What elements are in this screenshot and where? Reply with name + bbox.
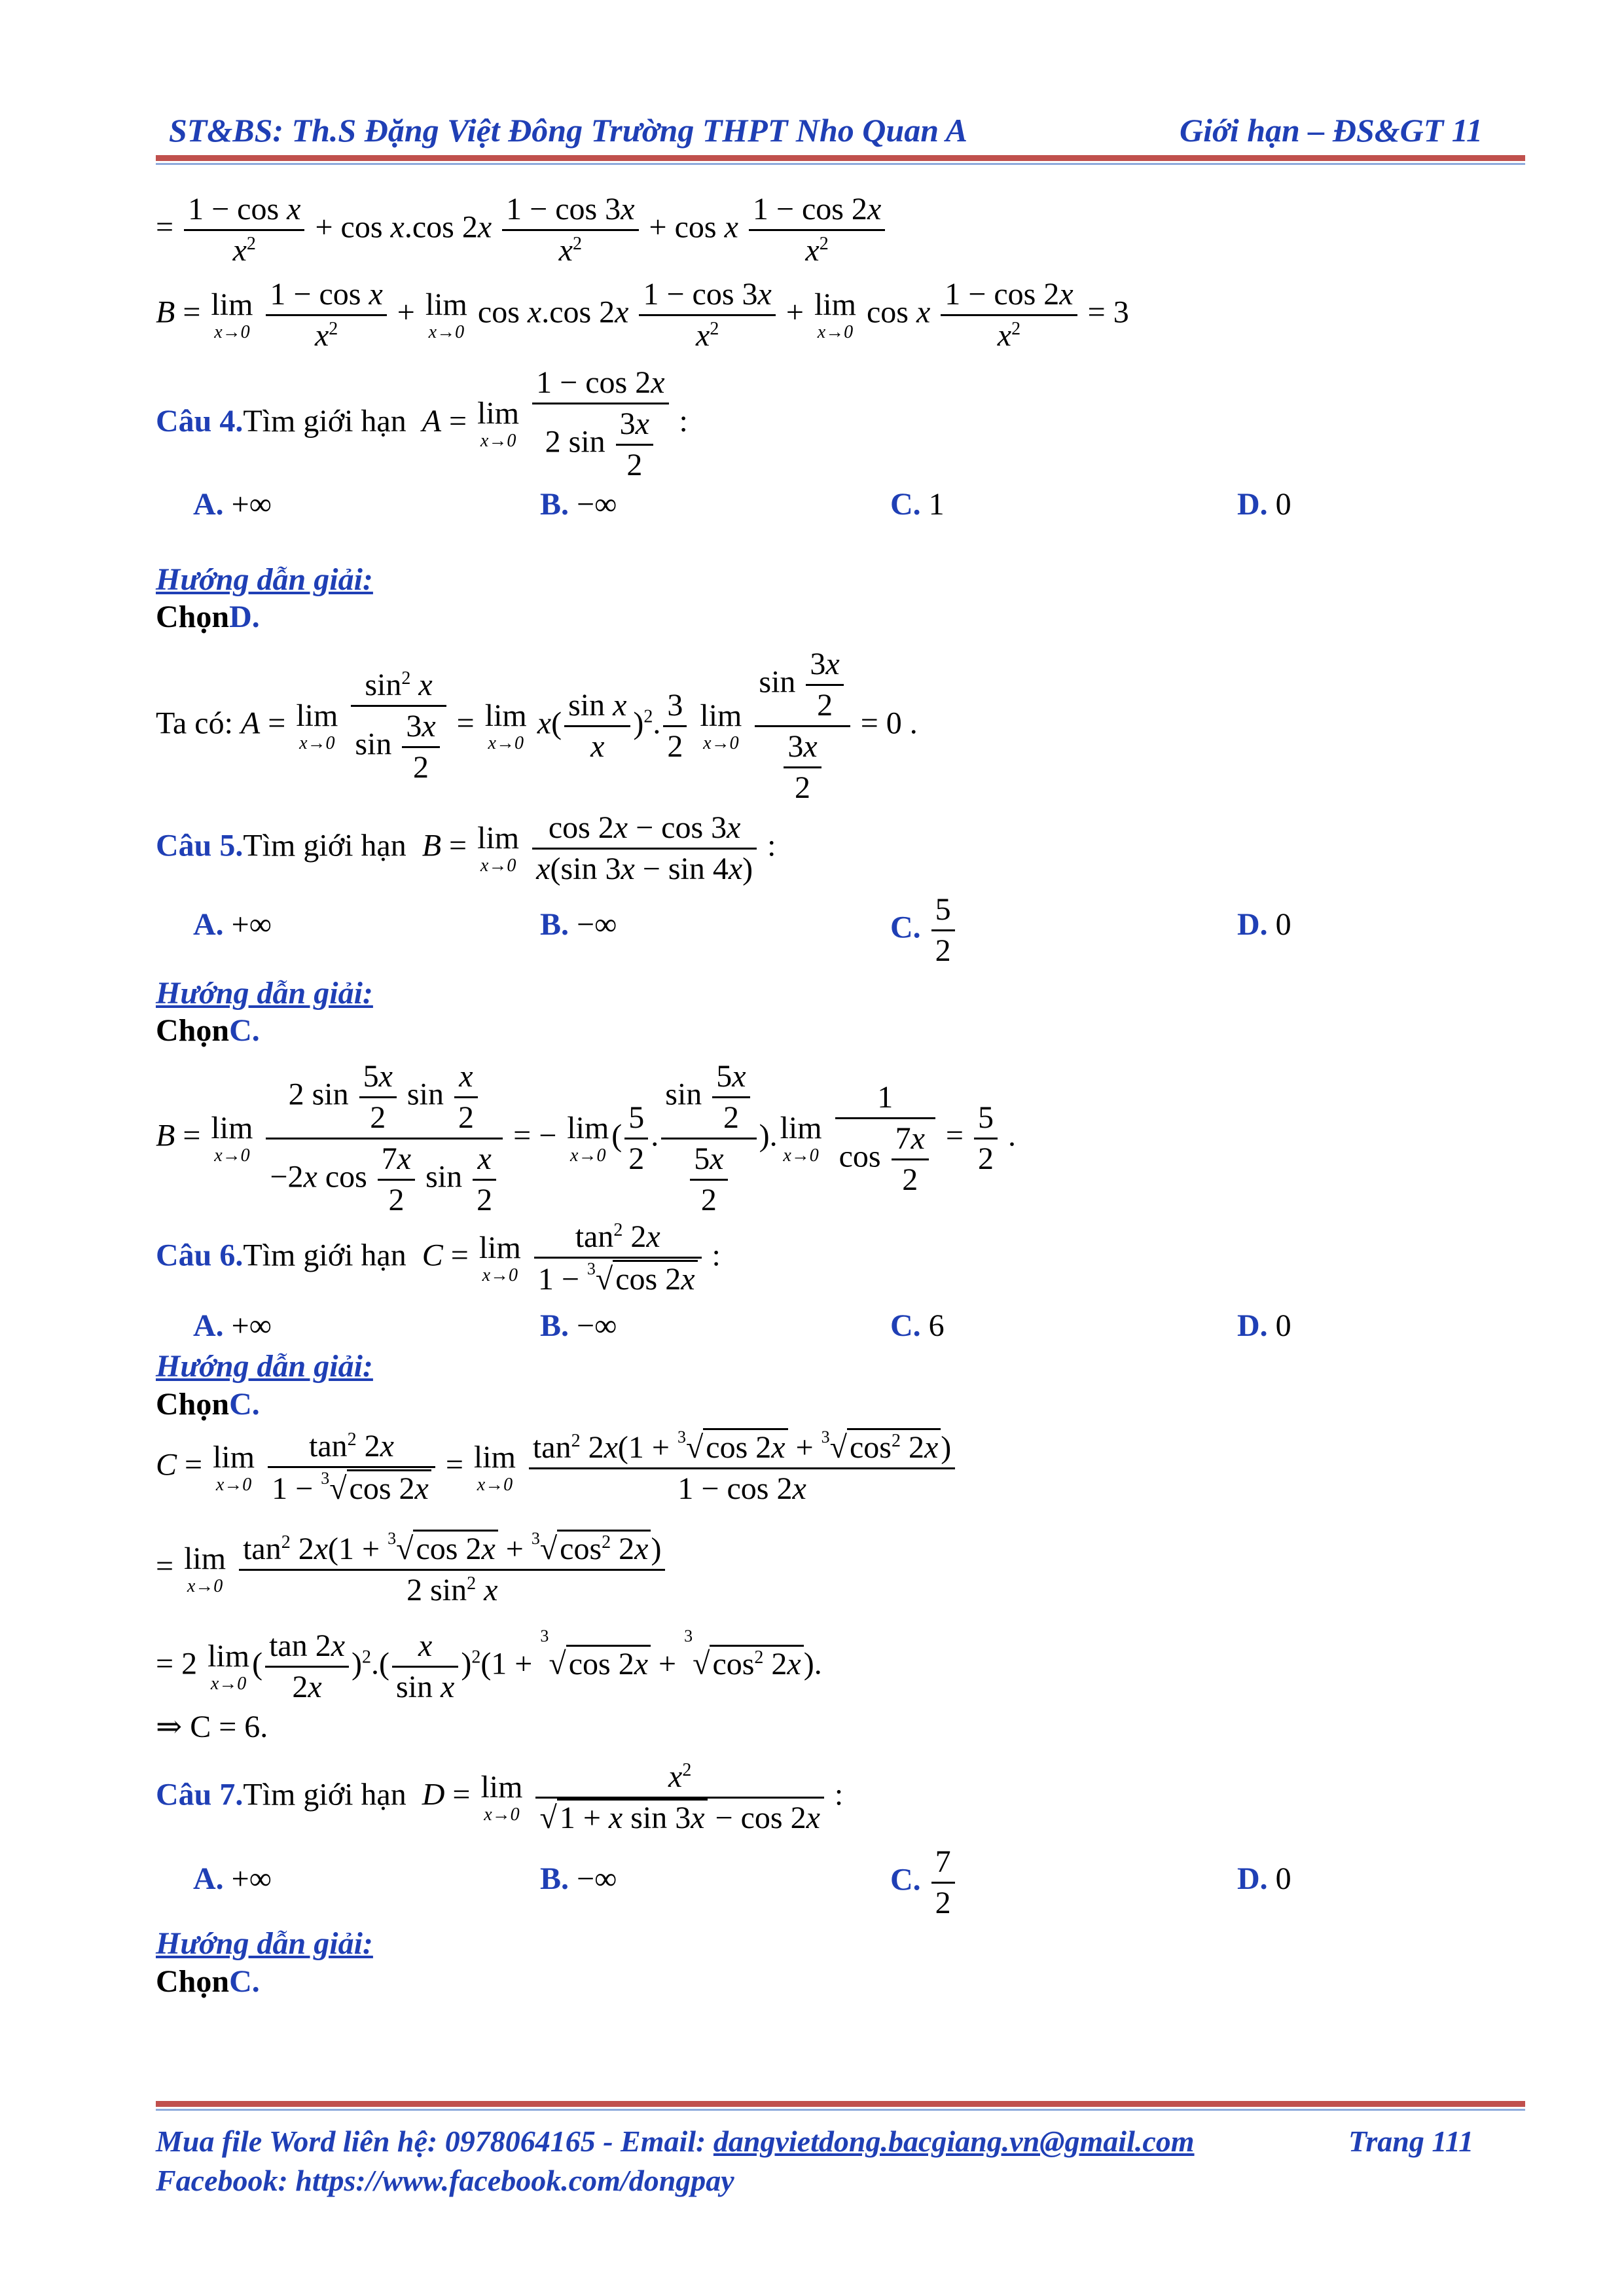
q7-option-a[interactable]: A. +∞ [193, 1861, 272, 1896]
q4-option-c[interactable]: C. 1 [890, 487, 945, 522]
q5-option-c[interactable]: C. $\frac{5}{2}$ [890, 890, 958, 971]
q4-answer: ChọnD. [156, 600, 260, 634]
q6-option-b[interactable]: B. −∞ [540, 1308, 617, 1343]
q6-solution-heading: Hướng dẫn giải: [156, 1349, 373, 1384]
q5-option-d[interactable]: D. 0 [1237, 907, 1291, 942]
q5-option-a[interactable]: A. +∞ [193, 907, 272, 942]
question-5-text: Tìm giới hạn [243, 828, 406, 863]
q6-solution-line-1: C = lim x→0 $\frac{\tan^2 2x}{1 - ^3√\cos 2x}$ = lim x→0 $\frac{\tan^2 2x(1 + ^3√\cos 2x + ^3√\cos^2 2x)}{1 - \cos 2x}$ [156, 1427, 958, 1509]
q5-option-b[interactable]: B. −∞ [540, 907, 617, 942]
q6-solution-line-2: = lim x→0 $\frac{\tan^2 2x(1 + ^3√\cos 2x + ^3√\cos^2 2x)}{2 \sin^2 x}$ [156, 1528, 668, 1610]
question-6-text: Tìm giới hạn [243, 1238, 406, 1273]
q6-option-c[interactable]: C. 6 [890, 1308, 945, 1343]
q7-answer: ChọnC. [156, 1964, 260, 1999]
q5-solution-formula: B = lim x→0 2 sin $\frac{5x}{2}$ sin $\frac{x}{2}$ −2x cos $\frac{7x}{2}$ sin $\frac{x}{2}$ = − lim x→0 ( $\frac{5}{2}$ . sin $\frac{5x}{2}$ $\frac{5x}{2}$ ). lim x→0 1 cos $\frac{7x}{2}$ = $\frac{5}{2}$ . [156, 1057, 1016, 1220]
q7-option-b[interactable]: B. −∞ [540, 1861, 617, 1896]
footer-contact: Mua file Word liên hệ: 0978064165 - Email: dangvietdong.bacgiang.vn@gmail.com [156, 2125, 1195, 2158]
q4-option-a[interactable]: A. +∞ [193, 487, 272, 522]
question-5: Câu 5.Tìm giới hạn B = lim x→0 $\frac{\cos 2x - \cos 3x}{x(\sin 3x - \sin 4x)}$ : [156, 808, 776, 889]
q5-solution-heading: Hướng dẫn giải: [156, 976, 373, 1011]
question-4: Câu 4.Tìm giới hạn A = lim x→0 1 − cos 2x 2 sin $\frac{3x}{2}$ : [156, 363, 688, 485]
formula-line-1: = $\frac{\text{1 − cos x}}{x^2}$ + cos x.cos 2x $\frac{1 - \cos 3x}{x^2}$ + cos x $\frac{1 - \cos 2x}{x^2}$ [156, 190, 888, 270]
b-result: = 3 [1087, 295, 1129, 330]
q4-solution-heading: Hướng dẫn giải: [156, 562, 373, 597]
q7-option-d[interactable]: D. 0 [1237, 1861, 1291, 1896]
question-7: Câu 7.Tìm giới hạn D = lim x→0 $\frac{x^2}{\text{√1 + x sin 3x − cos 2x}}$ : [156, 1757, 843, 1838]
question-4-label: Câu 4. [156, 404, 244, 439]
formula-line-2: B = lim x→0 $\frac{\text{1 − cos x}}{x^2}$ + lim x→0 cos x.cos 2x $\frac{1 - \cos 3x}{x^2}$ + lim x→0 cos x $\frac{1 - \cos 2x}{x^2}$ = 3 [156, 275, 1129, 355]
footer-facebook-link[interactable]: Facebook: https://www.facebook.com/dongpay [156, 2164, 734, 2197]
question-5-label: Câu 5. [156, 828, 244, 863]
header-rule-thin [156, 163, 1525, 165]
footer-rule-thin [156, 2109, 1525, 2111]
q7-option-c[interactable]: C. $\frac{7}{2}$ [890, 1842, 958, 1923]
q6-answer: ChọnC. [156, 1387, 260, 1422]
q5-answer: ChọnC. [156, 1013, 260, 1048]
question-6: Câu 6.Tìm giới hạn C = lim x→0 $\frac{\tan^2 2x}{1 - ^3√\cos 2x}$ : [156, 1217, 721, 1299]
header-rule [156, 155, 1525, 161]
footer-rule [156, 2101, 1525, 2107]
q6-option-d[interactable]: D. 0 [1237, 1308, 1291, 1343]
question-7-label: Câu 7. [156, 1777, 244, 1812]
q4-option-d[interactable]: D. 0 [1237, 487, 1291, 522]
question-7-text: Tìm giới hạn [243, 1777, 406, 1812]
header-right: Giới hạn – ĐS&GT 11 [1180, 112, 1483, 149]
q4-option-b[interactable]: B. −∞ [540, 487, 617, 522]
question-4-text: Tìm giới hạn [243, 404, 406, 439]
q6-option-a[interactable]: A. +∞ [193, 1308, 272, 1343]
footer-email-link[interactable]: dangvietdong.bacgiang.vn@gmail.com [713, 2125, 1195, 2158]
footer-page-number: Trang 111 [1348, 2125, 1474, 2158]
q6-solution-line-3: = 2 lim x→0 ( $\frac{\tan 2x}{2x}$ )$^2$.( $\frac{x}{\text{sin x}}$ )$^2$(1 + $^3$√cos $2x + ^3√\cos^2$ 2x). [156, 1626, 822, 1704]
question-6-label: Câu 6. [156, 1238, 244, 1273]
q6-conclusion: ⇒ C = 6. [156, 1710, 268, 1744]
q7-solution-heading: Hướng dẫn giải: [156, 1926, 373, 1961]
header-left: ST&BS: Th.S Đặng Việt Đông Trường THPT Nho Quan A [169, 112, 967, 149]
q4-solution-formula: Ta có: A = lim x→0 $\sin^2 x$ sin $\frac{3x}{2}$ = lim x→0 x( $\frac{\text{sin x}}{x}$ )$^2$. $\frac{3}{2}$ lim x→0 sin $\frac{3x}{2}$ $\frac{3x}{2}$ = 0 . [156, 645, 918, 808]
